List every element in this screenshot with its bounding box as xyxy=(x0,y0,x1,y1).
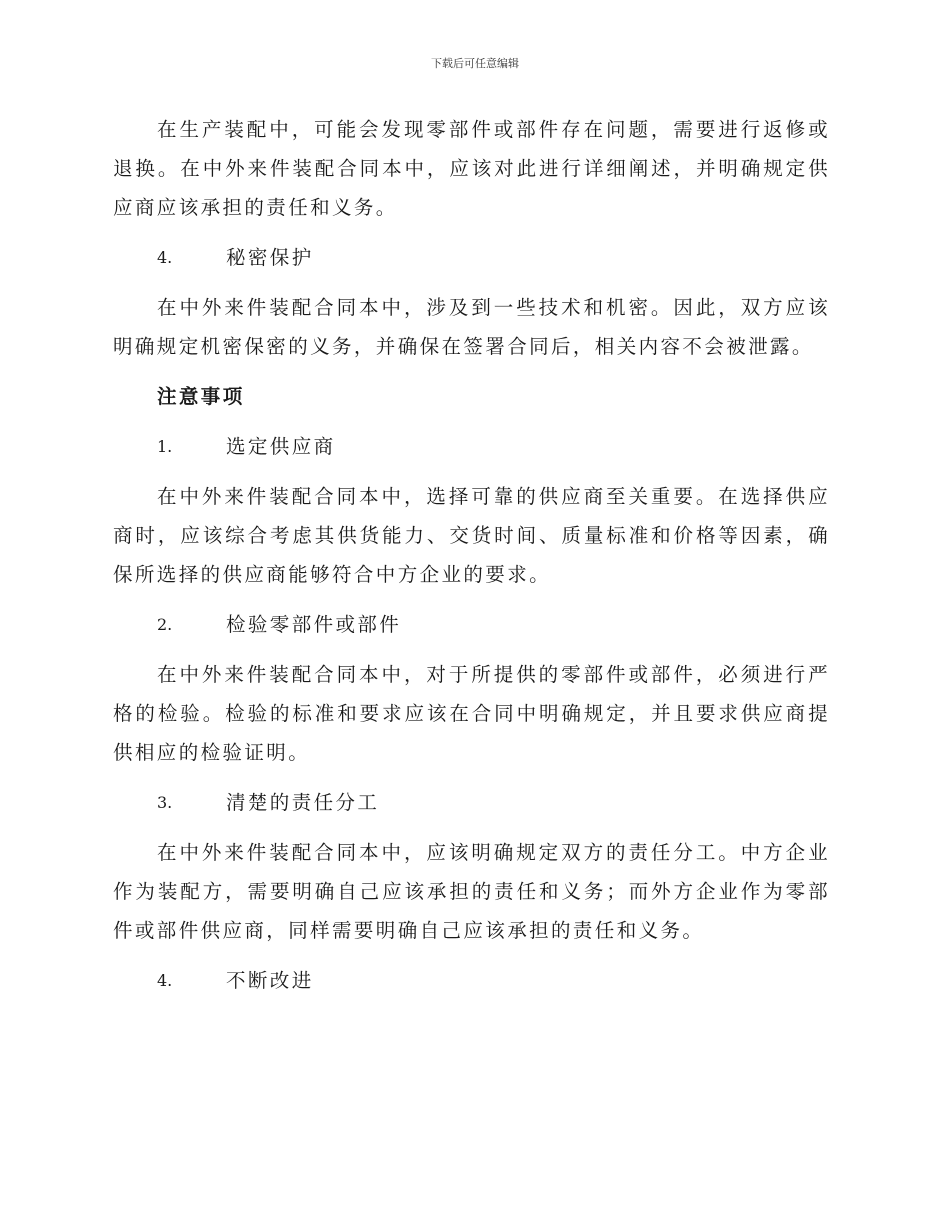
list-number: 4. xyxy=(157,971,173,990)
list-item-inspect-parts xyxy=(113,605,830,644)
list-number: 1. xyxy=(157,437,173,456)
paragraph-return-repair: 在生产装配中，可能会发现零部件或部件存在问题，需要进行返修或退换。在中外来件装配合同本中，应该对此进行详细阐述，并明确规定供应商应该承担的责任和义务。 xyxy=(113,118,830,219)
document-body xyxy=(113,110,830,1000)
list-number: 3. xyxy=(157,793,173,812)
page-header: 下载后可任意编辑 xyxy=(431,57,519,70)
list-item-title: 秘密保护 xyxy=(226,246,314,269)
paragraph-secret-protection: 在中外来件装配合同本中，涉及到一些技术和机密。因此，双方应该明确规定机密保密的义务，并确保在签署合同后，相关内容不会被泄露。 xyxy=(113,296,830,358)
list-item-responsibility xyxy=(113,783,830,822)
paragraph-select-supplier: 在中外来件装配合同本中，选择可靠的供应商至关重要。在选择供应商时，应该综合考虑其供货能力、交货时间、质量标准和价格等因素，确保所选择的供应商能够符合中方企业的要求。 xyxy=(113,485,830,586)
list-item-title: 检验零部件或部件 xyxy=(226,613,402,636)
list-item-select-supplier xyxy=(113,427,830,466)
list-item-title: 清楚的责任分工 xyxy=(226,791,380,814)
list-number: 2. xyxy=(157,615,173,634)
list-item-secret-protection xyxy=(113,238,830,277)
list-item-title: 不断改进 xyxy=(226,969,314,992)
paragraph-inspect-parts: 在中外来件装配合同本中，对于所提供的零部件或部件，必须进行严格的检验。检验的标准和要求应该在合同中明确规定，并且要求供应商提供相应的检验证明。 xyxy=(113,663,830,764)
paragraph-responsibility: 在中外来件装配合同本中，应该明确规定双方的责任分工。中方企业作为装配方，需要明确自己应该承担的责任和义务；而外方企业作为零部件或部件供应商，同样需要明确自己应该承担的责任和义务。 xyxy=(113,841,830,942)
list-number: 4. xyxy=(157,248,173,267)
list-item-continuous-improvement xyxy=(113,961,830,1000)
list-item-title: 选定供应商 xyxy=(226,435,336,458)
section-heading-notes: 注意事项 xyxy=(157,385,245,408)
